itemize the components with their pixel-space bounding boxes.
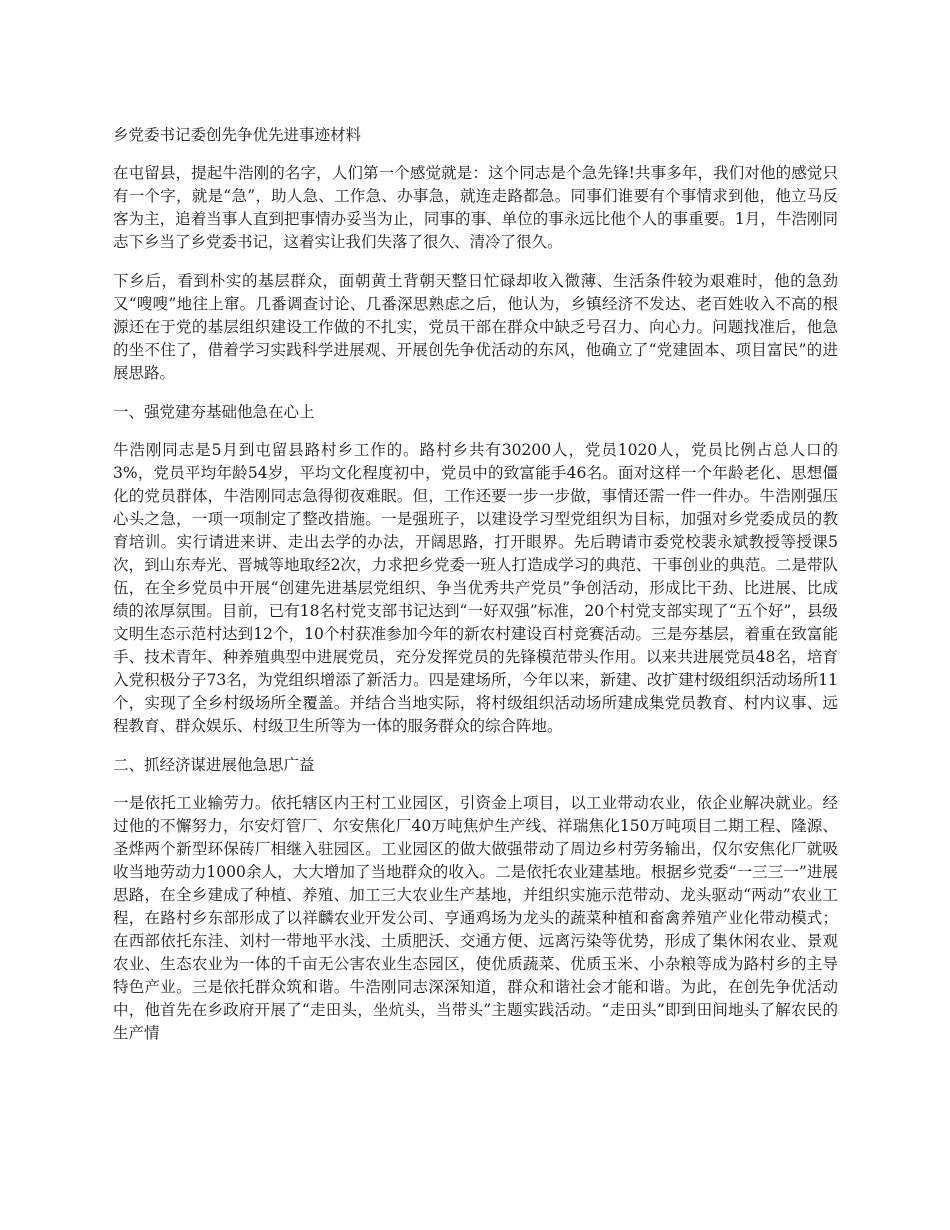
section-heading: 二、抓经济谋进展他急思广益 bbox=[113, 756, 315, 774]
paragraph: 一是依托工业输劳力。依托辖区内王村工业园区，引资金上项目，以工业带动农业，依企业解决就业。经过他的不懈努力，尔安灯管厂、尔安焦化厂40万吨焦炉生产线、祥瑞焦化150万吨项目二期工程、隆源、圣烨两个新型环保砖厂相继入驻园区。工业园区的做大做强带动了周边乡村劳务输出，仅尔安焦化厂就吸收当地劳动力1000余人，大大增加了当地群众的收入。二是依托农业建基地。根据乡党委“一三三一”进展思路，在全乡建成了种植、养殖、加工三大农业生产基地，并组织实施示范带动、龙头驱动“两动”农业工程，在路村乡东部形成了以祥麟农业开发公司、亨通鸡场为龙头的蔬菜种植和畜禽养殖产业化带动模式；在西部依托东洼、刘村一带地平水浅、土质肥沃、交通方便、远离污染等优势，形成了集休闲农业、景观农业、生态农业为一体的千亩无公害农业生态园区，使优质蔬菜、优质玉米、小杂粮等成为路村乡的主导特色产业。三是依托群众筑和谐。牛浩刚同志深深知道，群众和谐社会才能和谐。为此，在创先争优活动中，他首先在乡政府开展了“走田头，坐炕头，当带头”主题实践活动。“走田头”即到田间地头了解农民的生产情 bbox=[113, 794, 838, 1042]
paragraph: 牛浩刚同志是5月到屯留县路村乡工作的。路村乡共有30200人，党员1020人，党员比例占总人口的3%，党员平均年龄54岁，平均文化程度初中，党员中的致富能手46名。面对这样一个年龄老化、思想僵化的党员群体，牛浩刚同志急得彻夜难眠。但，工作还要一步一步做，事情还需一件一件办。牛浩刚强压心头之急，一项一项制定了整改措施。一是强班子，以建设学习型党组织为目标，加强对乡党委成员的教育培训。实行请进来讲、走出去学的办法，开阔思路，打开眼界。先后聘请市委党校裴永斌教授等授课5次，到山东寿光、晋城等地取经2次，力求把乡党委一班人打造成学习的典范、干事创业的典范。二是带队伍，在全乡党员中开展“创建先进基层党组织、争当优秀共产党员”争创活动，形成比干劲、比进展、比成绩的浓厚氛围。目前，已有18名村党支部书记达到“一好双强”标准，20个村党支部实现了“五个好”，县级文明生态示范村达到12个，10个村获准参加今年的新农村建设百村竞赛活动。三是夯基层，着重在致富能手、技术青年、种养殖典型中进展党员，充分发挥党员的先锋模范带头作用。以来共进展党员48名，培育入党积极分子73名，为党组织增添了新活力。四是建场所，今年以来，新建、改扩建村级组织活动场所11个，实现了全乡村级场所全覆盖。并结合当地实际，将村级组织活动场所建成集党员教育、村内议事、远程教育、群众娱乐、村级卫生所等为一体的服务群众的综合阵地。 bbox=[113, 441, 838, 735]
paragraph: 下乡后，看到朴实的基层群众，面朝黄土背朝天整日忙碌却收入微薄、生活条件较为艰难时，他的急劲又“嗖嗖”地往上窜。几番调查讨论、几番深思熟虑之后，他认为，乡镇经济不发达、老百姓收入不高的根源还在于党的基层组织建设工作做的不扎实，党员干部在群众中缺乏号召力、向心力。问题找准后，他急的坐不住了，借着学习实践科学进展观、开展创先争优活动的东风，他确立了“党建固本、项目富民”的进展思路。 bbox=[113, 272, 838, 382]
section-heading: 一、强党建夯基础他急在心上 bbox=[113, 403, 315, 421]
document-title: 乡党委书记委创先争优先进事迹材料 bbox=[113, 126, 362, 144]
paragraph: 在屯留县，提起牛浩刚的名字，人们第一个感觉就是：这个同志是个急先锋!共事多年，我们对他的感觉只有一个字，就是“急”，助人急、工作急、办事急，就连走路都急。同事们谁要有个事情求到他，他立马反客为主，追着当事人直到把事情办妥当为止，同事的事、单位的事永远比他个人的事重要。1月，牛浩刚同志下乡当了乡党委书记，这着实让我们失落了很久、清冷了很久。 bbox=[113, 164, 838, 251]
document-page bbox=[113, 124, 838, 1061]
